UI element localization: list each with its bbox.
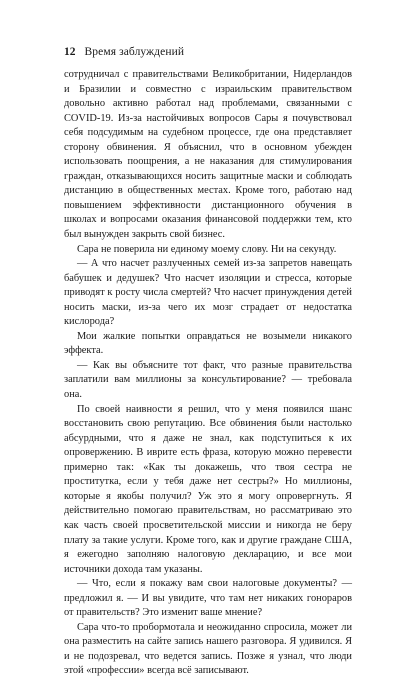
book-title: Время заблуждений	[84, 46, 185, 58]
paragraph: По своей наивности я решил, что у меня появился шанс восстановить свою репутацию. Все обвинения были настолько абсурдными, что я даже не знал, как подступиться к их опровержению. В иврите есть фраза, которую можно перевести примерно так: «Как ты докажешь, что твоя сестра не проститутка, если у тебя даже нет сестры?» Но миллионы, которые я якобы получил? Уж это я могу опровергнуть. Я действительно помогаю правительствам, но рассматриваю это как часть своей просветительской миссии и никогда не беру плату за такие услуги. Кроме того, как и другие граждане США, я ежегодно заполняю налоговую декларацию, и все мои источники дохода там указаны.	[64, 403, 352, 575]
paragraph: Мои жалкие попытки оправдаться не возымели никакого эффекта.	[64, 330, 352, 357]
paragraph: — А что насчет разлученных семей из-за запретов навещать бабушек и дедушек? Что насчет изоляции и стресса, которые приводят к росту числа смертей? Что насчет принуждения детей носить маски, из-за чего их мозг страдает от недостатка кислорода?	[64, 258, 352, 328]
paragraph: — Как вы объясните тот факт, что разные правительства заплатили вам миллионы за консультирование? — требовала она.	[64, 359, 352, 401]
body-text	[64, 68, 352, 679]
paragraph: — Что, если я покажу вам свои налоговые документы? — предложил я. — И вы увидите, что там нет никаких гонораров от правительств? Это изменит ваше мнение?	[64, 578, 352, 619]
page-number: 12	[64, 46, 76, 58]
paragraph: Сара не поверила ни единому моему слову. Ни на секунду.	[77, 243, 337, 255]
running-head	[64, 45, 184, 59]
paragraph: Сара что-то пробормотала и неожиданно спросила, может ли она разместить на сайте запись нашего разговора. Я удивился. Я и не подозревал, что ведется запись. Позже я узнал, что люди этой «профессии» всегда всё записывают.	[64, 621, 352, 677]
paragraph: сотрудничал с правительствами Великобритании, Нидерландов и Бразилии и совместно с израильским правительством довольно активно работал над проблемами, связанными с COVID-19. Из-за настойчивых вопросов Сары я почувствовал себя подсудимым на судебном процессе, где она представляет сторону обвинения. Я объяснил, что в основном убежден использовать поощрения, а не наказания для стимулирования граждан, отказывающихся носить защитные маски и соблюдать дистанцию в общественных местах. Кроме того, работаю над повышением эффективности дистанционного обучения в школах и вопросами оказания финансовой поддержки тем, кто был вынужден закрыть свой бизнес.	[64, 69, 352, 241]
